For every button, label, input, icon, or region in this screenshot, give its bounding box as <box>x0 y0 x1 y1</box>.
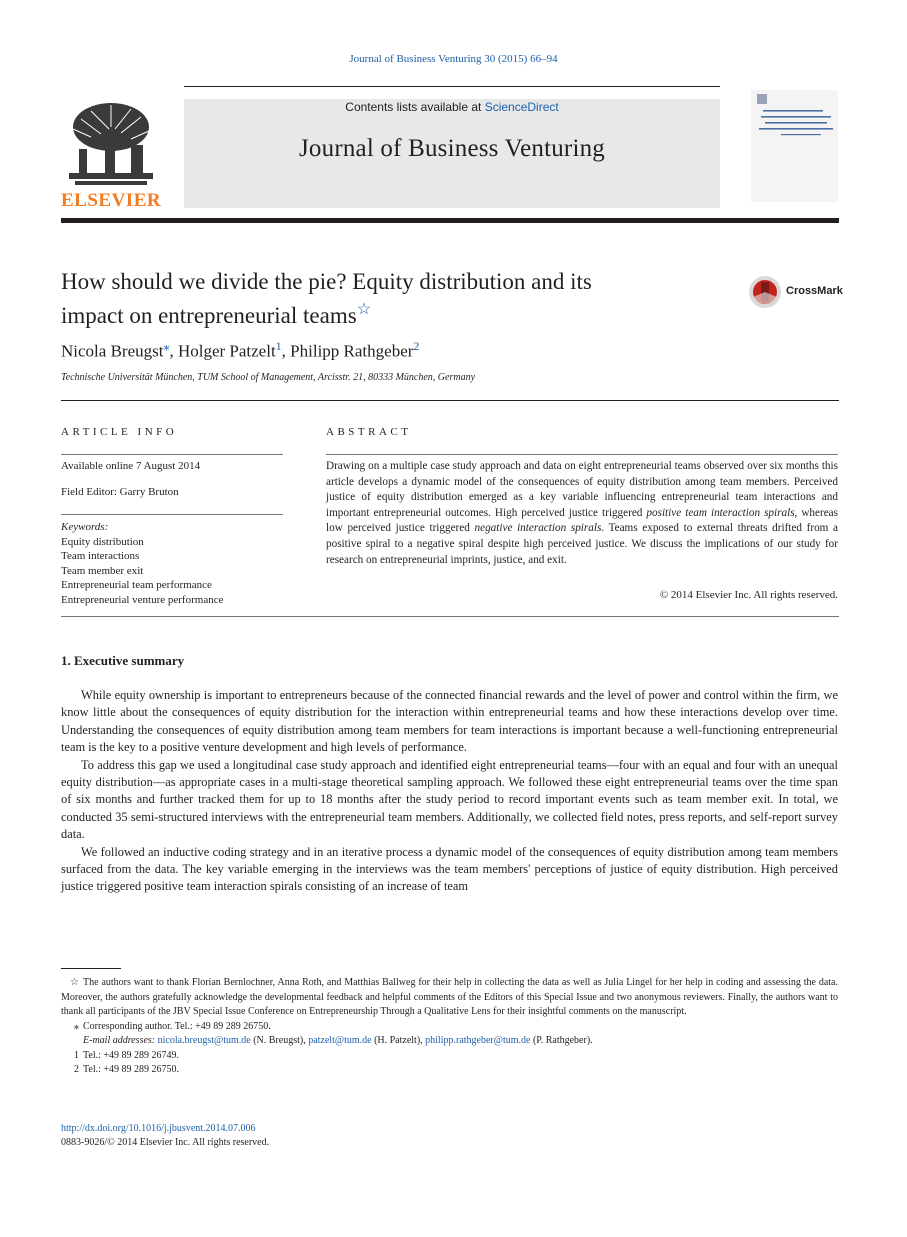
footnotes <box>61 976 838 1078</box>
crossmark-icon <box>748 275 782 309</box>
abstract-body: Drawing on a multiple case study approach and data on eight entrepreneurial teams observed over six months this article develops a dynamic model of the consequences of equity distribution among team members. Perceived justice of equity distribution emerged as a key variable influencing entrepreneurial team interactions and important entrepreneurial outcomes. High perceived justice triggered positive team interaction spirals, whereas low perceived justice triggered negative interaction spirals. Teams exposed to external threats drifted from a positive spiral to a negative spiral despite high perceived justice. We discuss the implications of our study for research on entrepreneurial imprints, justice, and exit. <box>326 460 839 566</box>
divider <box>61 616 839 617</box>
author-name[interactable]: Philipp Rathgeber <box>290 341 414 361</box>
paragraph: We followed an inductive coding strategy and in an iterative process a dynamic model of the consequences of equity distribution among team members surfaced from the data. The key variable emerging in the interviews was the team members' perceptions of justice of equity distribution. High perceived justice triggered positive team interaction spirals consisting of an increase of team <box>61 844 838 894</box>
paragraph: While equity ownership is important to entrepreneurs because of the connected financial rewards and the level of power and control within the firm, we know little about the consequences of equity distribution for the interaction within entrepreneurial teams and how these interactions develop over time. Understanding the consequences of equity distribution among team members for team interactions is important because a well-functioning entrepreneurial team is the key to a positive venture development and high levels of performance. <box>61 688 838 755</box>
title-line-1: How should we divide the pie? Equity distribution and its <box>61 269 592 294</box>
keywords-block <box>61 520 283 607</box>
article-info-heading: ARTICLE INFO <box>61 426 178 438</box>
author-mark[interactable]: 1 <box>275 339 282 353</box>
acknowledgement-footnote: ☆ The authors want to thank Florian Bernlochner, Anna Roth, and Matthias Ballweg for their help in collecting the data as well as Julia Lingel for her help in coding and assessing the data. Moreover, the authors gratefully acknowledge the developmental feedback and helpful comments of the Editors of this Special Issue and two anonymous reviewers. Finally, the authors want to thank all participants of the JBV Special Issue Conference on Entrepreneurship Through a Qualitative Lens for their insightful comments on the manuscript. <box>61 977 838 1017</box>
sciencedirect-link[interactable]: ScienceDirect <box>484 100 559 114</box>
header-rule <box>184 86 720 87</box>
crossmark-badge[interactable] <box>748 275 843 309</box>
author-name[interactable]: Nicola Breugst <box>61 341 164 361</box>
doi-link[interactable]: http://dx.doi.org/10.1016/j.jbusvent.2014.07.006 <box>61 1123 256 1134</box>
elsevier-tree-logo <box>61 99 161 189</box>
footnote-rule <box>61 968 121 969</box>
issn-line: 0883-9026/© 2014 Elsevier Inc. All rights reserved. <box>61 1137 270 1148</box>
keyword: Equity distribution <box>61 535 144 548</box>
footnote-star-mark: ☆ <box>70 977 79 988</box>
divider <box>61 400 839 401</box>
journal-cover-thumbnail[interactable] <box>751 90 838 202</box>
email-footnote: E-mail addresses: nicola.breugst@tum.de (N. Breugst), patzelt@tum.de (H. Patzelt), philipp.rathgeber@tum.de (P. Rathgeber). <box>83 1035 593 1046</box>
crossmark-label: CrossMark <box>786 285 843 297</box>
author-name[interactable]: Holger Patzelt <box>177 341 276 361</box>
keyword: Team interactions <box>61 550 140 562</box>
keyword: Team member exit <box>61 564 144 577</box>
abstract-copyright: © 2014 Elsevier Inc. All rights reserved. <box>659 589 838 601</box>
article-title <box>61 268 721 330</box>
email-link[interactable]: patzelt@tum.de <box>308 1035 372 1046</box>
keyword: Entrepreneurial venture performance <box>61 593 224 606</box>
email-link[interactable]: philipp.rathgeber@tum.de <box>425 1035 531 1046</box>
title-footnote-star[interactable]: ☆ <box>356 301 372 318</box>
field-editor: Field Editor: Garry Bruton <box>61 486 179 498</box>
available-online: Available online 7 August 2014 <box>61 460 201 472</box>
journal-title: Journal of Business Venturing <box>298 135 606 162</box>
title-line-2: impact on entrepreneurial teams☆ <box>61 301 372 328</box>
contents-prefix: Contents lists available at <box>345 100 485 114</box>
paragraph: To address this gap we used a longitudinal case study approach and identified eight entrepreneurial teams—four with an equal and four with an unequal equity distribution—as appropriate cases in a multi-stage theoretical sampling approach. We followed these eight entrepreneurial teams over the time span of six months and further tracked them for up to 18 months after the study period to record important events such as team member exit. In total, we conducted 35 semi-structured interviews with the entrepreneurial team members. Additionally, we collected field notes, press reports, and self-report survey data. <box>61 757 838 842</box>
author-mark[interactable]: 2 <box>413 339 420 353</box>
keyword: Entrepreneurial team performance <box>61 579 212 591</box>
affiliation: Technische Universität München, TUM School of Management, Arcisstr. 21, 80333 München, Germany <box>61 372 476 383</box>
section-heading: 1. Executive summary <box>61 653 185 668</box>
publisher-name: ELSEVIER <box>61 190 162 211</box>
divider <box>61 454 283 455</box>
abstract-heading: ABSTRACT <box>326 426 412 438</box>
section-body <box>61 687 838 896</box>
contents-line <box>184 100 720 114</box>
footnote-2: 2 Tel.: +49 89 289 26750. <box>74 1064 180 1075</box>
journal-citation-link[interactable]: Journal of Business Venturing 30 (2015) 66–94 <box>349 53 558 65</box>
divider <box>61 514 283 515</box>
keywords-label: Keywords: <box>61 521 109 533</box>
footnote-1: 1 Tel.: +49 89 289 26749. <box>74 1049 180 1061</box>
header-divider <box>61 218 839 223</box>
corresponding-footnote: ⁎ Corresponding author. Tel.: +49 89 289 26750. <box>74 1020 271 1032</box>
email-link[interactable]: nicola.breugst@tum.de <box>157 1035 251 1046</box>
divider <box>326 454 838 455</box>
author-mark[interactable]: ⁎ <box>163 339 170 353</box>
author-list: Nicola Breugst⁎, Holger Patzelt$^1$, Philipp Rathgeber$^2$ <box>61 339 420 361</box>
